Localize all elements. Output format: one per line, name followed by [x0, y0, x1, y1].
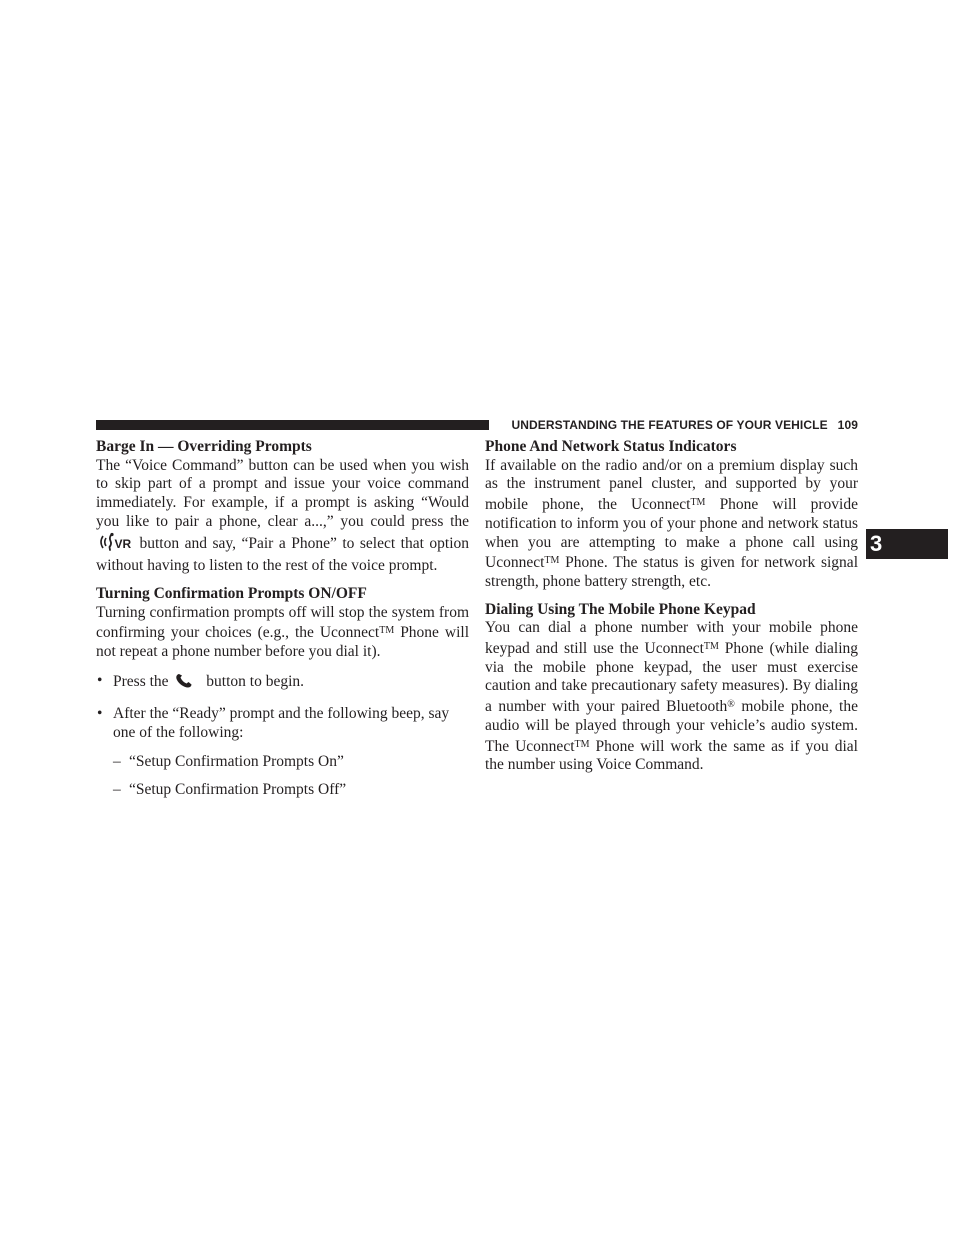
list-item: – “Setup Confirmation Prompts On”	[113, 752, 344, 770]
status-indicators-paragraph: If available on the radio and/or on a premium display such as the instrument panel cluster, and supported by your mobile phone, the Uconnect™ Phone will provide notification to inform you of your phone and network status when you are attempting to make a phone call using Uconnect™ Phone. The status is given for network signal strength, phone battery strength, etc.	[485, 456, 858, 590]
list-item: • Press the button to begin.	[96, 672, 469, 696]
chapter-number: 3	[870, 531, 883, 556]
barge-in-section	[96, 438, 469, 576]
running-title: UNDERSTANDING THE FEATURES OF YOUR VEHICLE	[511, 418, 828, 432]
list-item: – “Setup Confirmation Prompts Off”	[113, 781, 347, 799]
left-column	[96, 438, 469, 800]
running-header	[498, 417, 858, 433]
right-column	[485, 438, 858, 775]
barge-in-heading: Barge In — Overriding Prompts	[96, 438, 312, 455]
confirmation-bullets	[96, 672, 469, 743]
confirmation-paragraph: Turning confirmation prompts off will stop the system from confirming your choices (e.g., the Uconnect™ Phone will not repeat a phone number before you dial it).	[96, 603, 469, 661]
status-indicators-section	[485, 438, 858, 592]
barge-in-paragraph: The “Voice Command” button can be used when you wish to skip part of a prompt and issue your voice command immediately. For example, if a prompt is asking “Would you like to pair a phone, clear a...,” you could press the VR button and say, “Pair a Phone” to select that option without having to listen to the rest of the voice prompt.	[96, 456, 470, 575]
confirmation-options	[96, 753, 469, 800]
header-rule	[96, 420, 489, 430]
page-number: 109	[837, 418, 858, 432]
list-item: • After the “Ready” prompt and the following beep, say one of the following:	[97, 705, 450, 742]
phone-handset-icon	[172, 672, 202, 696]
dialing-heading: Dialing Using The Mobile Phone Keypad	[485, 600, 756, 618]
dialing-paragraph: You can dial a phone number with your mobile phone keypad and still use the Uconnect™ Phone (while dialing via the mobile phone keypad, the user must exercise caution and take precautionary safety measures). By dialing a number with your paired Bluetooth® mobile phone, the audio will be played through your vehicle’s audio system. The Uconnect™ Phone will work the same as if you dial the number using Voice Command.	[485, 619, 858, 774]
voice-command-vr-icon	[96, 532, 134, 558]
confirmation-section	[96, 585, 469, 800]
chapter-tab	[866, 529, 948, 559]
dialing-section	[485, 601, 858, 775]
status-indicators-heading: Phone And Network Status Indicators	[485, 438, 737, 455]
svg-text:VR: VR	[114, 536, 132, 551]
confirmation-heading: Turning Confirmation Prompts ON/OFF	[96, 584, 367, 602]
